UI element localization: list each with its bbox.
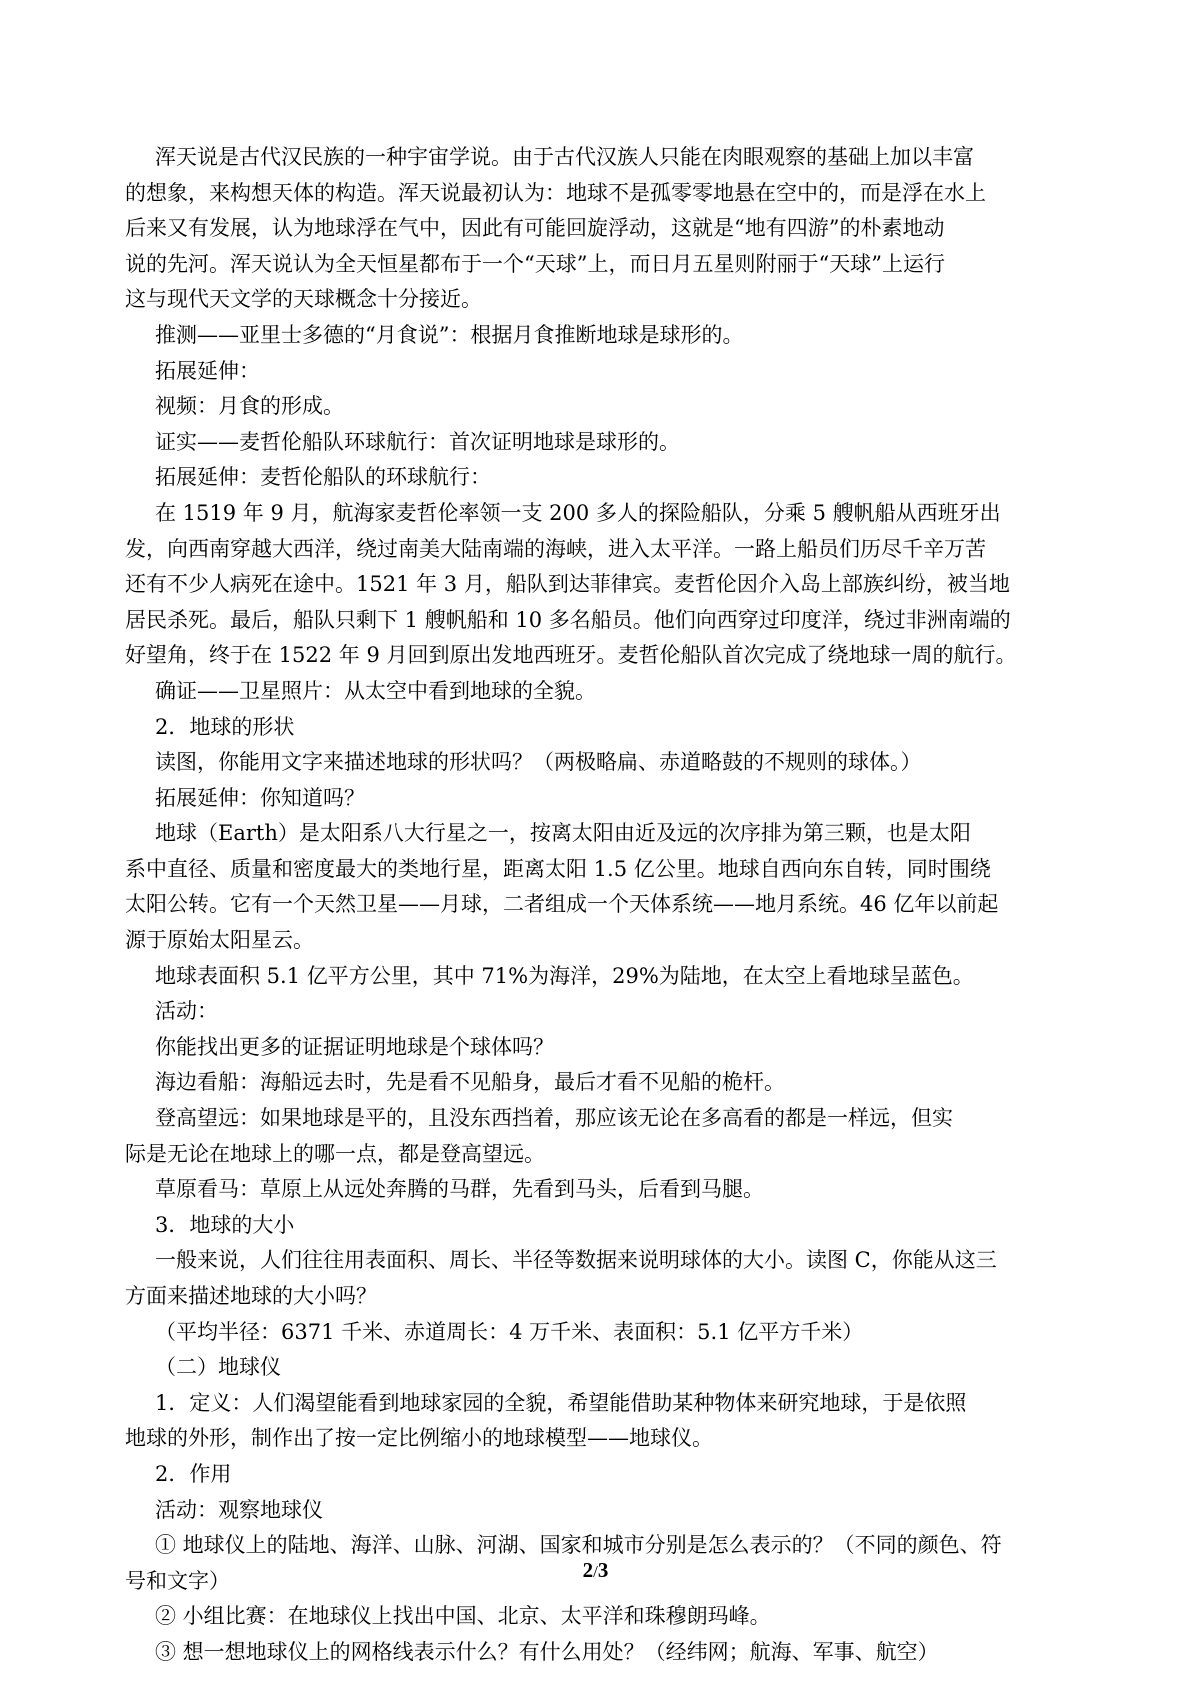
text-line: 确证——卫星照片：从太空中看到地球的全貌。 — [155, 678, 596, 703]
text-line: 2．作用 — [155, 1461, 232, 1486]
text-line: 这与现代天文学的天球概念十分接近。 — [125, 287, 482, 312]
text-line: 浑天说是古代汉民族的一种宇宙学说。由于古代汉族人只能在肉眼观察的基础上加以丰富 — [155, 145, 974, 169]
text-line: 际是无论在地球上的哪一点，都是登高望远。 — [125, 1141, 545, 1166]
text-line: 居民杀死。最后，船队只剩下 1 艘帆船和 10 多名船员。他们向西穿过印度洋，绕过非洲南端的 — [125, 607, 1011, 632]
text-line: 地球表面积 5.1 亿平方公里，其中 71%为海洋，29%为陆地，在太空上看地球呈蓝色。 — [155, 963, 974, 988]
text-line: （平均半径：6371 千米、赤道周长：4 万千米、表面积：5.1 亿平方千米） — [155, 1319, 864, 1344]
text-line: ② 小组比赛：在地球仪上找出中国、北京、太平洋和珠穆朗玛峰。 — [155, 1604, 771, 1629]
text-line: 的想象，来构想天体的构造。浑天说最初认为：地球不是孤零零地悬在空中的，而是浮在水上 — [125, 180, 986, 205]
text-line: 方面来描述地球的大小吗？ — [125, 1284, 377, 1308]
page-separator: / — [593, 1562, 598, 1581]
page-total: 3 — [597, 1558, 609, 1582]
text-line: 证实——麦哲伦船队环球航行：首次证明地球是球形的。 — [155, 429, 680, 454]
text-line: 海边看船：海船远去时，先是看不见船身，最后才看不见船的桅杆。 — [155, 1070, 785, 1095]
text-line: 2．地球的形状 — [155, 714, 295, 739]
text-line: 草原看马：草原上从远处奔腾的马群，先看到马头，后看到马腿。 — [155, 1177, 764, 1202]
text-line: 活动： — [155, 999, 218, 1024]
text-line: 在 1519 年 9 月，航海家麦哲伦率领一支 200 多人的探险船队，分乘 5 艘帆船从西班牙出 — [155, 500, 1001, 525]
text-line: 说的先河。浑天说认为全天恒星都布于一个“天球”上，而日月五星则附丽于“天球”上运行 — [125, 251, 945, 276]
text-line: 好望角，终于在 1522 年 9 月回到原出发地西班牙。麦哲伦船队首次完成了绕地球一周的航行。 — [125, 643, 1017, 668]
body-text — [125, 140, 1080, 1671]
text-line: 推测——亚里士多德的“月食说”：根据月食推断地球是球形的。 — [155, 322, 744, 347]
text-line: （二）地球仪 — [155, 1355, 281, 1380]
text-line: 登高望远：如果地球是平的，且没东西挡着，那应该无论在多高看的都是一样远，但实 — [155, 1106, 953, 1131]
text-line: 1．定义：人们渴望能看到地球家园的全貌，希望能借助某种物体来研究地球，于是依照 — [155, 1390, 967, 1415]
page-number — [0, 1558, 1191, 1583]
text-line: 视频：月食的形成。 — [155, 394, 344, 419]
page-body — [125, 140, 1080, 1671]
text-line: 活动：观察地球仪 — [155, 1497, 323, 1522]
text-line: 号和文字） — [125, 1568, 230, 1593]
text-line: 读图，你能用文字来描述地球的形状吗？（两极略扁、赤道略鼓的不规则的球体。） — [155, 750, 922, 775]
text-line: ① 地球仪上的陆地、海洋、山脉、河湖、国家和城市分别是怎么表示的？（不同的颜色、符 — [155, 1533, 1002, 1558]
text-line: 还有不少人病死在途中。1521 年 3 月，船队到达菲律宾。麦哲伦因介入岛上部族纠纷，被当地 — [125, 572, 1010, 597]
text-line: 拓展延伸：麦哲伦船队的环球航行： — [155, 465, 491, 490]
text-line: 后来又有发展，认为地球浮在气中，因此有可能回旋浮动，这就是“地有四游”的朴素地动 — [125, 216, 945, 241]
text-line: 3．地球的大小 — [155, 1212, 295, 1237]
text-line: 太阳公转。它有一个天然卫星——月球，二者组成一个天体系统——地月系统。46 亿年以前起 — [125, 892, 999, 917]
text-line: 一般来说，人们往往用表面积、周长、半径等数据来说明球体的大小。读图 C，你能从这三 — [155, 1248, 997, 1273]
text-line: 发，向西南穿越大西洋，绕过南美大陆南端的海峡，进入太平洋。一路上船员们历尽千辛万苦 — [125, 536, 986, 561]
text-line: 拓展延伸： — [155, 358, 260, 383]
text-line: 拓展延伸：你知道吗？ — [155, 785, 365, 810]
text-line: 你能找出更多的证据证明地球是个球体吗？ — [155, 1034, 554, 1059]
text-line: 地球（Earth）是太阳系八大行星之一，按离太阳由近及远的次序排为第三颗，也是太阳 — [155, 821, 971, 846]
text-line: 地球的外形，制作出了按一定比例缩小的地球模型——地球仪。 — [125, 1426, 713, 1451]
text-line: ③ 想一想地球仪上的网格线表示什么？有什么用处？（经纬网；航海、军事、航空） — [155, 1639, 939, 1664]
text-line: 系中直径、质量和密度最大的类地行星，距离太阳 1.5 亿公里。地球自西向东自转，同时围绕 — [125, 856, 991, 881]
text-line: 源于原始太阳星云。 — [125, 928, 314, 953]
page-current: 2 — [582, 1558, 594, 1582]
